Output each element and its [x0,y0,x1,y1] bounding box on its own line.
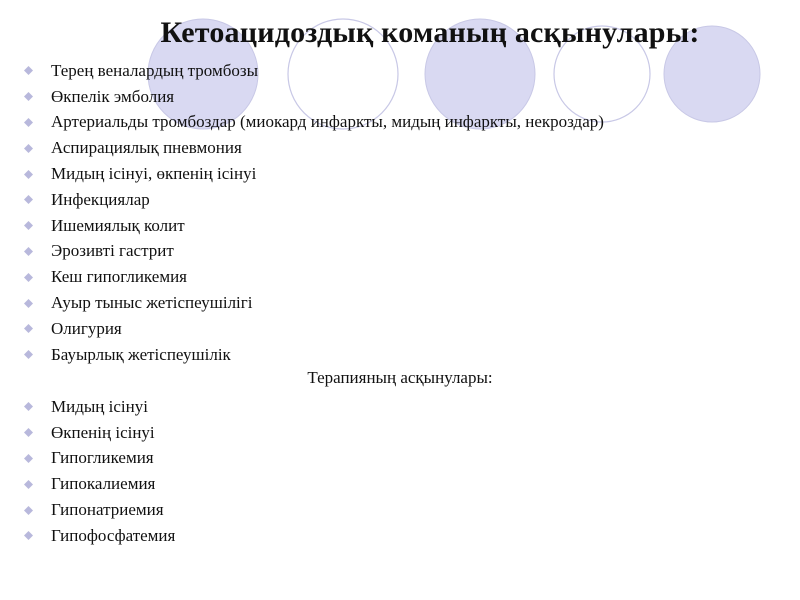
diamond-bullet-icon [24,299,33,308]
list-item-text: Гипокалиемия [51,474,156,494]
therapy-subheading: Терапияның асқынулары: [307,368,493,387]
diamond-bullet-icon [24,428,33,437]
list-item-text: Гипогликемия [51,448,154,468]
list-item-text: Өкпелік эмболия [51,86,175,106]
diamond-bullet-icon [24,402,33,411]
diamond-bullet-icon [24,170,33,179]
diamond-bullet-icon [24,221,33,230]
list-item-text: Артериальды тромбоздар (миокард инфаркты, мидың инфаркты, некроздар) [51,112,604,132]
list-item [20,58,780,84]
list-item [20,446,780,472]
slide-title: Кетоацидоздық команың асқынулары: [160,16,700,49]
list-item-text: Инфекциялар [51,189,150,209]
list-item [20,213,780,239]
list-item-text: Олигурия [51,318,122,338]
diamond-bullet-icon [24,195,33,204]
list-item [20,161,780,187]
list-item-text: Өкпенің ісінуі [51,422,155,442]
diamond-bullet-icon [24,506,33,515]
diamond-bullet-icon [24,144,33,153]
list-item-text: Гипофосфатемия [51,525,176,545]
list-item-text: Эрозивті гастрит [51,241,174,261]
complications-list [20,58,780,368]
list-item-text: Мидың ісінуі [51,396,148,416]
list-item-text: Аспирациялық пневмония [51,138,242,158]
list-item [20,264,780,290]
list-item [20,187,780,213]
list-item [20,420,780,446]
list-item [20,342,780,368]
list-item-text: Ишемиялық колит [51,215,185,235]
list-item-text: Ауыр тыныс жетіспеушілігі [51,293,253,313]
list-item-text: Бауырлық жетіспеушілік [51,344,231,364]
diamond-bullet-icon [24,273,33,282]
list-item [20,471,780,497]
list-item-text: Кеш гипогликемия [51,267,187,287]
therapy-complications-list [20,394,780,549]
diamond-bullet-icon [24,454,33,463]
diamond-bullet-icon [24,324,33,333]
list-item-text: Гипонатриемия [51,500,164,520]
diamond-bullet-icon [24,66,33,75]
diamond-bullet-icon [24,350,33,359]
diamond-bullet-icon [24,247,33,256]
list-item [20,394,780,420]
list-item [20,110,780,136]
list-item-text: Терең веналардың тромбозы [51,60,259,80]
list-item [20,239,780,265]
list-item [20,135,780,161]
diamond-bullet-icon [24,92,33,101]
list-item-text: Мидың ісінуі, өкпенің ісінуі [51,164,257,184]
list-item [20,290,780,316]
diamond-bullet-icon [24,480,33,489]
list-item [20,316,780,342]
list-item [20,497,780,523]
diamond-bullet-icon [24,118,33,127]
diamond-bullet-icon [24,531,33,540]
list-item [20,84,780,110]
list-item [20,523,780,549]
